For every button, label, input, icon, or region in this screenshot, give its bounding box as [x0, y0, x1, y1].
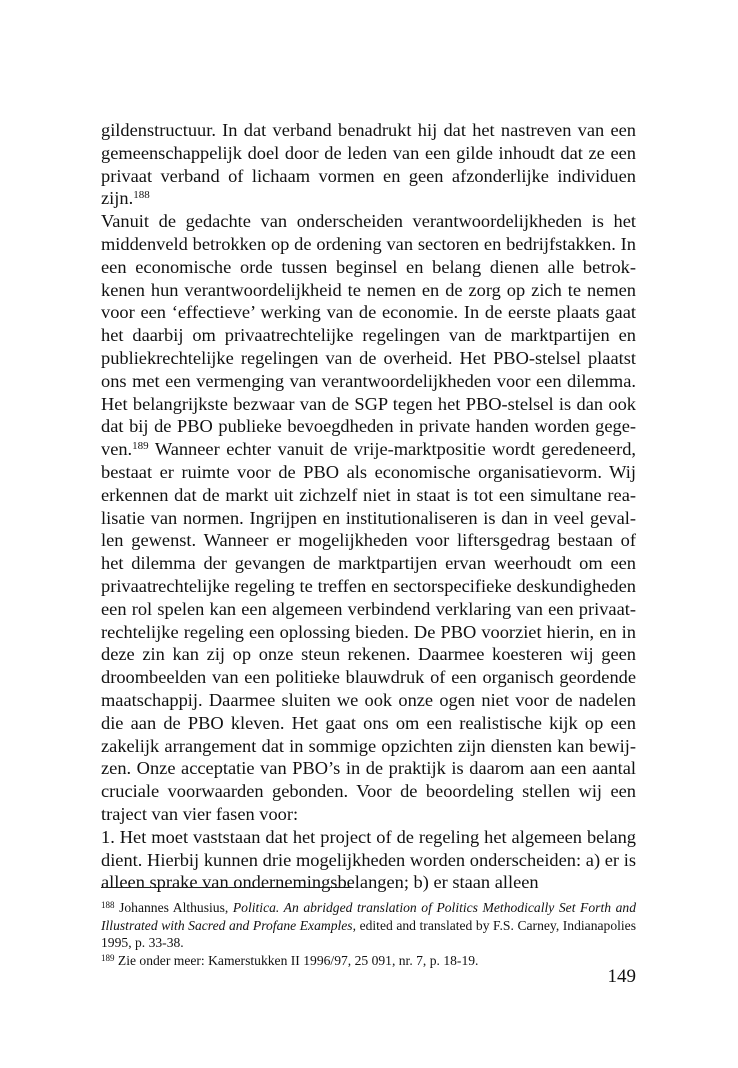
- footnote-number: 188: [101, 900, 115, 910]
- page-number: 149: [607, 966, 636, 987]
- paragraph-text: 1. Het moet vaststaan dat het project of de regeling het algemeen belang dient. Hierbij kunnen drie mogelijkheden worden onderscheiden: a) er is alleen sprake van ondernemingsbelangen; b) er staan alleen: [101, 826, 636, 893]
- paragraph-text: Wanneer echter vanuit de vrije-marktpositie wordt geredeneerd, bestaat er ruimte voor de PBO als economische organisatievorm. Wij erkennen dat de markt uit zichzelf niet in staat is tot een simultane realisatie van normen. Ingrijpen en institutionaliseren is dan in veel gevallen gewenst. Wanneer er mogelijkheden voor liftersgedrag bestaan of het dilemma der gevangen de marktpartijen ervan weerhoudt om een privaatrechtelijke regeling te treffen en sectorspecifieke deskundigheden een rol spelen kan een algemeen verbindend verklaring van een privaatrechtelijke regeling een oplossing bieden. De PBO voorziet hierin, en in deze zin kan zij op onze steun rekenen. Daarmee koesteren wij geen droombeelden van een politieke blauwdruk of een organisch geordende maatschappij. Daarmee sluiten we ook onze ogen niet voor de nadelen die aan de PBO kleven. Het gaat ons om een realistische kijk op een zakelijk arrangement dat in sommige opzichten zijn diensten kan bewijzen. Onze acceptatie van PBO’s in de praktijk is daarom aan een aantal cruciale voorwaarden gebonden. Voor de beoordeling stellen wij een traject van vier fasen voor:: [101, 439, 636, 824]
- footnote-reference[interactable]: 189: [132, 440, 149, 453]
- footnote-author: Johannes Althusius,: [114, 900, 233, 915]
- footnote-divider: [101, 887, 353, 888]
- footnote-title: Politica. An abridged translation of Politics Methodically Set Forth and Illustrated with Sacred and Profane Examples: [101, 900, 637, 933]
- paragraph-text: Vanuit de gedachte van onderscheiden verantwoordelijkheden is het middenveld betrokken op de ordening van sectoren en bedrijfstakken. In een economische orde tussen beginsel en belang dienen alle betrokkenen hun verantwoordelijkheid te nemen en de zorg op zich te nemen voor een ‘effectieve’ werking van de economie. In de eerste plaats gaat het daarbij om privaatrechtelijke regelingen van de marktpartijen en publiekrechtelijke regelingen van de overheid. Het PBO-stelsel plaatst ons met een vermenging van verantwoordelijkheden voor een dilemma. Het belangrijkste bezwaar van de SGP tegen het PBO-stelsel is dan ook dat bij de PBO publieke bevoegdheden in private handen worden gegeven.: [101, 211, 636, 460]
- footnote-text: Zie onder meer: Kamerstukken II 1996/97, 25 091, nr. 7, p. 18-19.: [114, 952, 479, 968]
- paragraph: [101, 210, 636, 826]
- list-item: [101, 826, 636, 894]
- footnote-number: 189: [101, 952, 115, 963]
- footnotes: [101, 899, 636, 969]
- paragraph-text: gildenstructuur. In dat verband benadrukt hij dat het nastreven van een gemeenschappelijk doel door de leden van een gilde inhoudt dat ze een privaat verband of lichaam vormen en geen afzonderlijke individuen zijn.: [101, 120, 636, 209]
- footnote: [101, 952, 636, 970]
- paragraph: [101, 119, 636, 210]
- footnote: [101, 899, 636, 952]
- footnote-text: , edited and translated by F.S. Carney, Indianapolies 1995, p. 33-38.: [101, 917, 636, 951]
- footnote-reference[interactable]: 188: [133, 189, 150, 202]
- body-text: [101, 119, 636, 894]
